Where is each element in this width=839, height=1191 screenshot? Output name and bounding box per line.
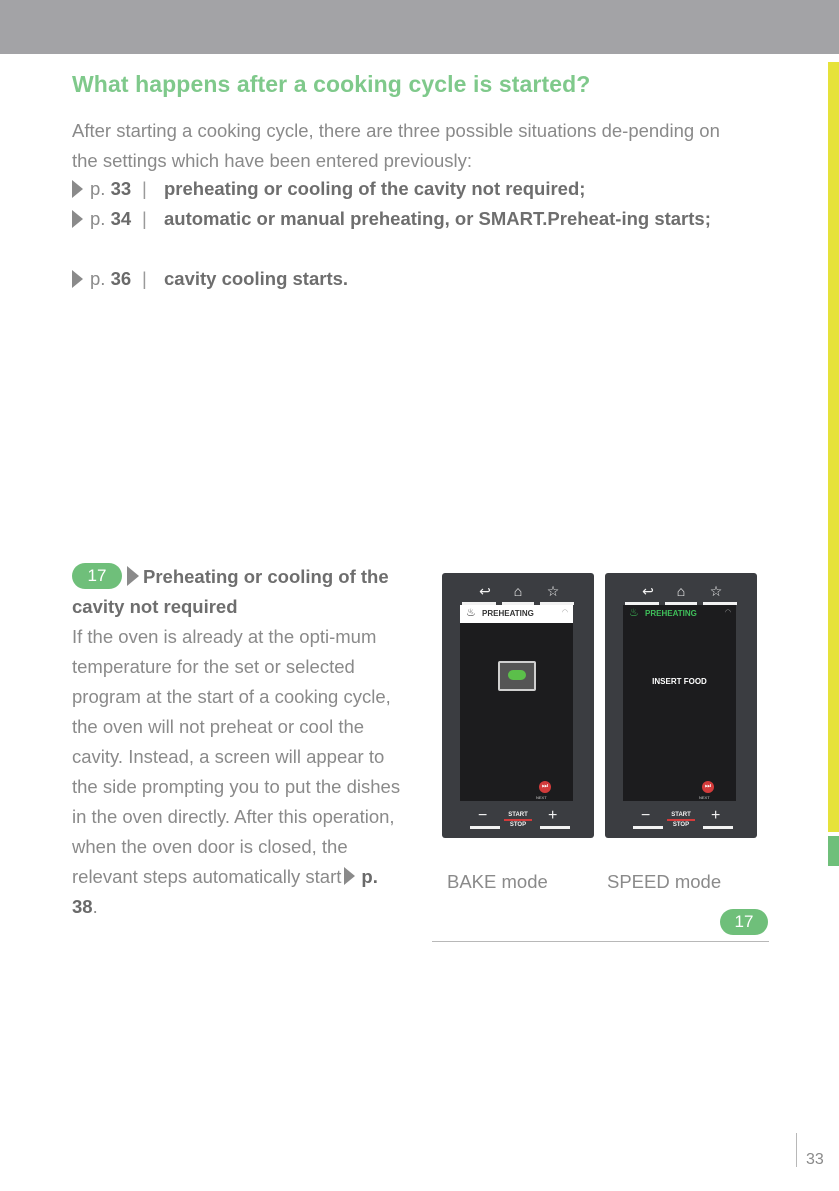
- oven-screen-bake: [442, 573, 594, 838]
- reference-text: preheating or cooling of the cavity not required;: [164, 178, 586, 199]
- page-ref: 36: [110, 268, 132, 289]
- section-badge: 17: [72, 563, 122, 589]
- header-band: [0, 0, 839, 54]
- plus-icon[interactable]: +: [711, 807, 721, 824]
- star-icon[interactable]: ☆: [709, 583, 723, 599]
- caption-speed: SPEED mode: [607, 871, 722, 892]
- oven-screen-speed: [605, 573, 757, 838]
- page-ref: 34: [110, 208, 132, 229]
- display-header: ♨ PREHEATING ◠: [460, 605, 573, 623]
- wifi-icon: ◠: [724, 609, 731, 616]
- back-icon[interactable]: ↩: [642, 583, 654, 599]
- arrow-icon: [72, 180, 83, 198]
- display: ♨ PREHEATING ◠ INSERT FOOD ⏭ NEXT: [623, 605, 736, 801]
- reference-item[interactable]: p. 34 | automatic or manual preheating, or SMART.Preheat-ing starts;: [72, 204, 772, 264]
- next-button[interactable]: ⏭: [702, 781, 714, 793]
- reference-item[interactable]: p. 36 | cavity cooling starts.: [72, 264, 772, 294]
- page-number: 33: [806, 1151, 824, 1168]
- page-ref: 33: [110, 178, 132, 199]
- intro-paragraph: After starting a cooking cycle, there are three possible situations de-pending on the settings which have been entered previously:: [72, 120, 720, 171]
- caption-bake: BAKE mode: [447, 871, 548, 892]
- arrow-icon: [72, 210, 83, 228]
- reference-text: automatic or manual preheating, or SMART.Preheat-ing starts;: [164, 208, 711, 229]
- next-button[interactable]: ⏭: [539, 781, 551, 793]
- oven-icon: [498, 661, 536, 691]
- section-title: Preheating or cooling of the cavity not required: [72, 566, 389, 617]
- reference-text: cavity cooling starts.: [164, 268, 349, 289]
- reference-item[interactable]: p. 33 | preheating or cooling of the cavity not required;: [72, 174, 772, 204]
- home-icon[interactable]: ⌂: [513, 583, 523, 599]
- star-icon[interactable]: ☆: [546, 583, 560, 599]
- back-icon[interactable]: ↩: [479, 583, 491, 599]
- arrow-icon: [72, 270, 83, 288]
- display-header: ♨ PREHEATING ◠: [623, 605, 736, 623]
- side-tab-yellow: [828, 62, 839, 832]
- plus-icon[interactable]: +: [548, 807, 558, 824]
- preheat-icon: ♨: [466, 607, 476, 619]
- reference-list: [72, 174, 772, 294]
- home-icon[interactable]: ⌂: [676, 583, 686, 599]
- start-button[interactable]: START: [671, 812, 691, 818]
- page-link[interactable]: p. 38: [72, 866, 378, 917]
- stop-button[interactable]: STOP: [509, 822, 527, 828]
- page-number-divider: [796, 1133, 797, 1167]
- section-body: If the oven is already at the opti-mum temperature for the set or selected program at the start of a cooking cycle, the oven will not preheat or cool the cavity. Instead, a screen will appear to the side prompting you to put the dishes in the oven directly. After this operation, when the oven door is closed, the relevant steps automatically start p. 38.: [72, 626, 401, 917]
- side-tab-green: [828, 836, 839, 866]
- preheat-icon: ♨: [629, 607, 639, 619]
- figure-divider: [432, 941, 769, 942]
- minus-icon[interactable]: −: [641, 807, 651, 824]
- figure-badge: 17: [720, 909, 768, 935]
- start-button[interactable]: START: [508, 812, 528, 818]
- arrow-icon: [344, 867, 355, 885]
- insert-food-prompt: INSERT FOOD: [652, 677, 707, 686]
- display: ♨ PREHEATING ◠ ⏭ NEXT: [460, 605, 573, 801]
- minus-icon[interactable]: −: [478, 807, 488, 824]
- page-title: What happens after a cooking cycle is started?: [72, 71, 591, 97]
- stop-button[interactable]: STOP: [672, 822, 690, 828]
- wifi-icon: ◠: [561, 609, 568, 616]
